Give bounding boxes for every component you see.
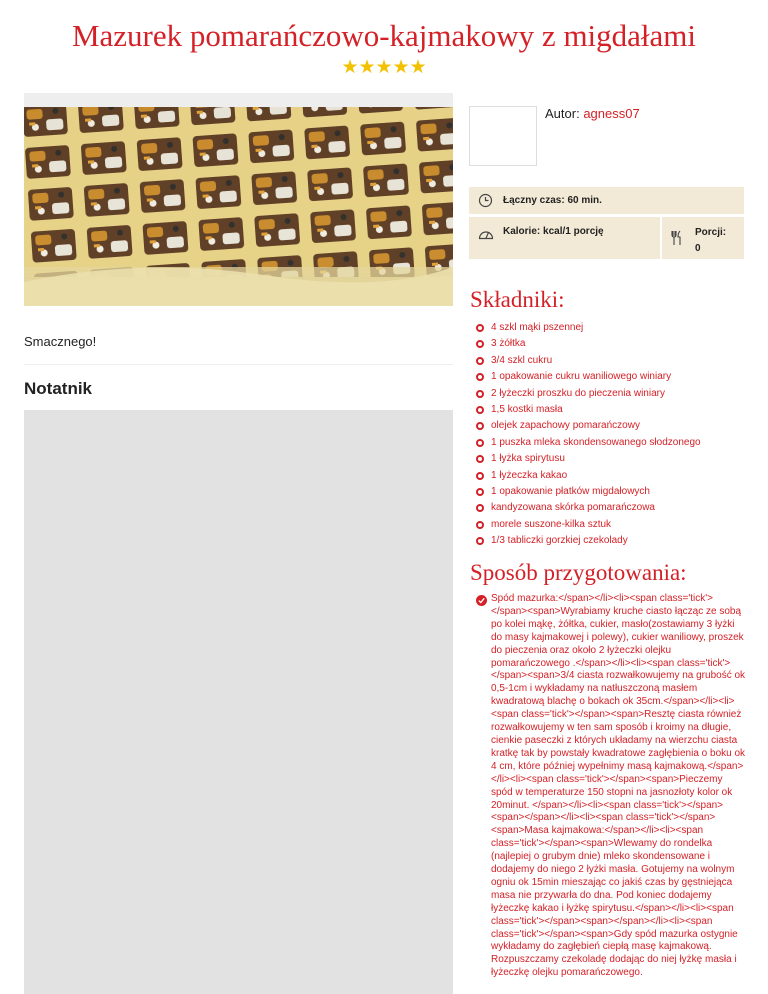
recipe-photo-frame [24, 93, 453, 306]
portions-text [695, 225, 726, 257]
ingredient-item: morele suszone-kilka sztuk [476, 517, 756, 533]
notes-area[interactable] [24, 410, 453, 994]
ingredient-item: 1,5 kostki masła [476, 402, 756, 418]
star-icon[interactable]: ★ [375, 57, 393, 78]
ingredient-item: 1 łyżka spirytusu [476, 451, 756, 467]
ingredient-item: 1/3 tabliczki gorzkiej czekolady [476, 533, 756, 549]
ingredient-item: 3/4 szkl cukru [476, 353, 756, 369]
calories-box [469, 217, 660, 259]
author-name-link[interactable]: agness07 [583, 106, 640, 121]
check-icon [476, 595, 487, 606]
ingredient-item: olejek zapachowy pomarańczowy [476, 418, 756, 434]
ingredient-item: 1 opakowanie cukru waniliowego winiary [476, 369, 756, 385]
preparation-heading: Sposób przygotowania: [470, 560, 687, 585]
closing-text: Smacznego! [24, 334, 97, 349]
scale-icon [478, 226, 494, 245]
ingredients-heading: Składniki: [470, 287, 565, 312]
ingredient-item: 4 szkl mąki pszennej [476, 320, 756, 336]
bullet-icon [476, 373, 484, 381]
author-label: Autor: [545, 106, 580, 121]
recipe-title: Mazurek pomarańczowo-kajmakowy z migdałami [71, 18, 697, 53]
ingredient-item: 1 opakowanie płatków migdałowych [476, 484, 756, 500]
ingredient-item: 1 puszka mleka skondensowanego słodzonego [476, 435, 756, 451]
ingredients-list [476, 320, 756, 549]
bullet-icon [476, 340, 484, 348]
portions-value: 0 [695, 243, 701, 254]
author-avatar[interactable] [469, 106, 537, 166]
calories-text: Kalorie: kcal/1 porcję [503, 226, 604, 237]
star-icon[interactable]: ★ [341, 57, 359, 78]
bullet-icon [476, 357, 484, 365]
ingredient-item: 3 żółtka [476, 336, 756, 352]
bullet-icon [476, 390, 484, 398]
divider [24, 364, 453, 365]
ingredient-item: 1 łyżeczka kakao [476, 468, 756, 484]
bullet-icon [476, 422, 484, 430]
portions-label: Porcji: [695, 227, 727, 238]
portions-box [662, 217, 744, 259]
star-icon[interactable]: ★ [409, 57, 427, 78]
bullet-icon [476, 537, 484, 545]
bullet-icon [476, 488, 484, 496]
ingredient-item: kandyzowana skórka pomarańczowa [476, 500, 756, 516]
total-time-text: Łączny czas: 60 min. [503, 195, 602, 206]
ingredient-item: 2 łyżeczki proszku do pieczenia winiary [476, 386, 756, 402]
bullet-icon [476, 455, 484, 463]
recipe-photo [24, 107, 453, 306]
total-time-box [469, 187, 744, 214]
bullet-icon [476, 439, 484, 447]
preparation-step-text: Spód mazurka:</span></li><li><span class='tick'></span><span>Wyrabiamy kruche ciasto łącząc ze sobą po kolei mąkę, żółtka, cukier, masło(zostawiamy 3 łyżki do masy kajmakowej i polewy), cukier waniliowy, proszek do pieczenia oraz około 2 łyżeczki olejku pomarańczowego .</span></li><li><span class='tick'></span><span>3/4 ciasta rozwałkowujemy na grubość ok 0,5-1cm i wykładamy na natłuszczoną masłem kwadratową blachę o bokach ok 35cm.</span></li><li><span class='tick'></span><span>Resztę ciasta również rozwałkowujemy w ten sam sposób i kroimy na długie, cienkie paseczki z których układamy na wierzchu ciasta kratkę tak by powstały kwadratowe zagłębienia o boku ok 4 cm, które później wypełnimy masą kajmakową.</span></li><li><span class='tick'></span><span>Pieczemy spód w temperaturze 150 stopni na jasnozłoty kolor ok 20minut. </span></li><li><span class='tick'></span><span></span></li><li><span class='tick'></span><span>Masa kajmakowa:</span></li><li><span class='tick'></span><span>Wlewamy do rondelka (najlepiej o grubym dnie) mleko skondensowane i dodajemy do niego 2 łyżki masła. Gotujemy na wolnym ogniu ok 15min mieszając co jakiś czas by gęstniejąca masa nie przywarła do dna. Pod koniec dodajemy łyżeczkę kakao i łyżkę spirytusu.</span></li><li><span class='tick'></span><span></span></li><li><span class='tick'></span><span>Gdy spód mazurka ostygnie wykładamy do zagłębień ciepłą masę kajmakową. Rozpuszczamy czekoladę dodając do niej łyżkę masła i łyżeczkę olejku pomarańczowego. [491, 593, 746, 979]
bullet-icon [476, 324, 484, 332]
bullet-icon [476, 472, 484, 480]
author-line [545, 106, 640, 121]
star-icon[interactable]: ★ [358, 57, 376, 78]
cutlery-icon [671, 230, 683, 251]
rating-stars[interactable] [0, 58, 768, 78]
bullet-icon [476, 406, 484, 414]
bullet-icon [476, 521, 484, 529]
star-icon[interactable]: ★ [392, 57, 410, 78]
notes-title: Notatnik [24, 379, 92, 398]
clock-icon [478, 193, 493, 213]
bullet-icon [476, 504, 484, 512]
